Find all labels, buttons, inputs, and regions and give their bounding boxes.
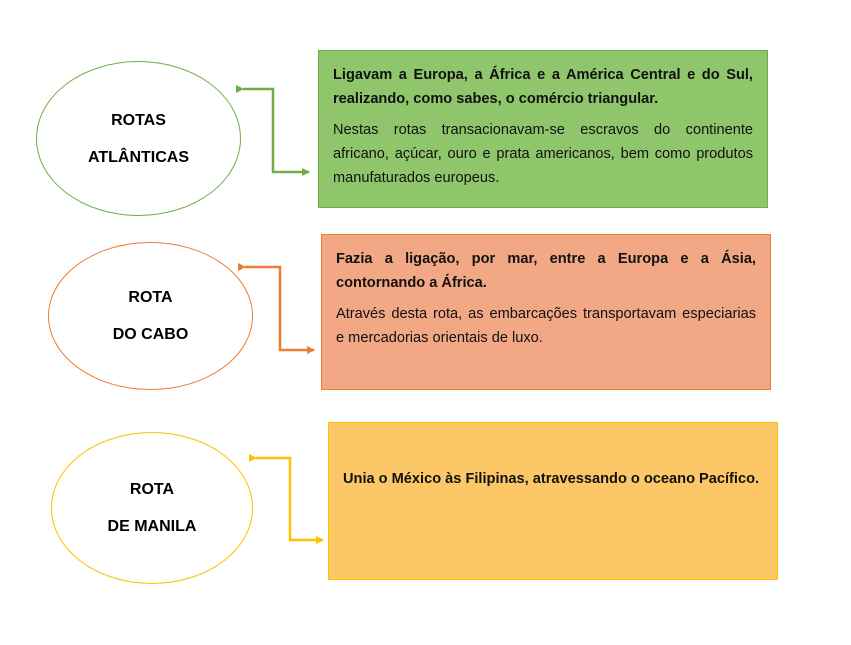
route-name-line1: ROTAS xyxy=(111,111,166,129)
route-name-line1: ROTA xyxy=(128,289,173,306)
route-name-line2: DO CABO xyxy=(112,326,189,343)
box-bold-text: Fazia a ligação, por mar, entre a Europa e a Ásia, contornando a África. xyxy=(336,251,756,291)
route-name-line2: ATLÂNTICAS xyxy=(87,148,190,166)
box-body-text: Nestas rotas transacionavam-se escravos do continente africano, açúcar, ouro e prata americanos, bem como produtos manufaturados europeus. xyxy=(333,122,753,186)
box-bold-text: Unia o México às Filipinas, atravessando o oceano Pacífico. xyxy=(343,471,760,487)
connector-orange xyxy=(245,267,314,350)
connector-green xyxy=(243,89,309,172)
connector-yellow xyxy=(256,458,323,540)
box-body-text: Através desta rota, as embarcações transportavam especiarias e mercadorias orientais de luxo. xyxy=(336,306,756,346)
route-name-line2: DE MANILA xyxy=(107,518,197,535)
box-bold-text: Ligavam a Europa, a África e a América Central e do Sul, realizando, como sabes, o comércio triangular. xyxy=(333,67,753,107)
route-name-line1: ROTA xyxy=(129,481,175,498)
